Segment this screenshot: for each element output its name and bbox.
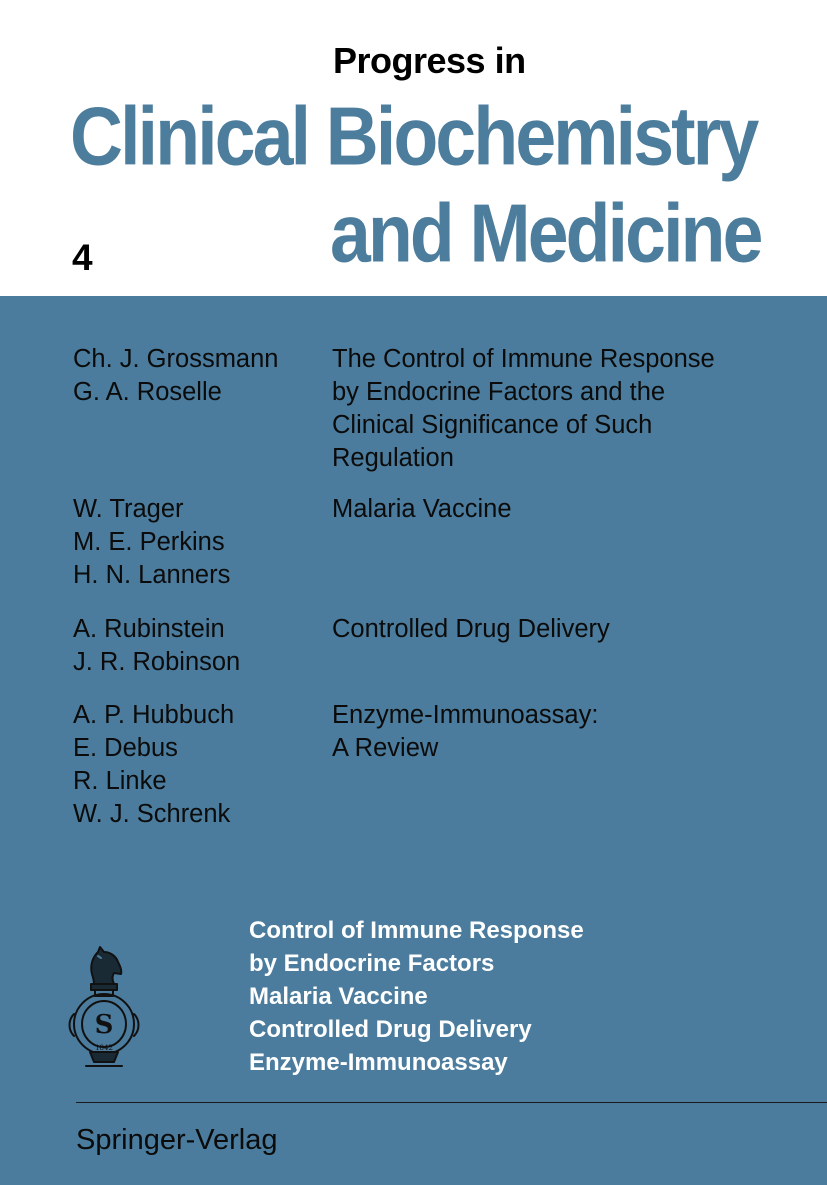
author: G. A. Roselle: [73, 378, 222, 406]
author: A. Rubinstein: [73, 615, 225, 643]
cover-panel: [0, 296, 827, 1185]
springer-knight-logo: [64, 944, 144, 1072]
publisher-name: Springer-Verlag: [76, 1124, 278, 1156]
entry-authors: [73, 343, 323, 409]
summary-line: Controlled Drug Delivery: [249, 1016, 532, 1043]
series-title-line-1: Clinical Biochemistry: [70, 89, 757, 183]
series-prefix: Progress in: [333, 40, 526, 81]
entry-title-line: Malaria Vaccine: [332, 495, 512, 523]
author: M. E. Perkins: [73, 528, 225, 556]
cover-header: [0, 0, 827, 296]
summary-line: by Endocrine Factors: [249, 950, 495, 977]
entry-title-line: Regulation: [332, 444, 454, 472]
author: W. Trager: [73, 495, 184, 523]
summary-line: Enzyme-Immunoassay: [249, 1049, 508, 1076]
entry-title: [332, 613, 772, 646]
entry-title-line: A Review: [332, 734, 439, 762]
entry-title-line: Controlled Drug Delivery: [332, 615, 610, 643]
author: J. R. Robinson: [73, 648, 241, 676]
entry-authors: [73, 699, 323, 831]
entry-title: [332, 343, 772, 475]
volume-number: 4: [72, 237, 93, 278]
summary-line: Malaria Vaccine: [249, 983, 428, 1010]
entry-authors: [73, 613, 323, 679]
author: A. P. Hubbuch: [73, 701, 235, 729]
summary-line: Control of Immune Response: [249, 917, 584, 944]
divider-rule: [76, 1102, 827, 1103]
series-title-line-2: and Medicine: [330, 186, 761, 280]
svg-text:1842: 1842: [95, 1044, 113, 1052]
author: E. Debus: [73, 734, 178, 762]
entry-title-line: Enzyme-Immunoassay:: [332, 701, 599, 729]
entry-title-line: Clinical Significance of Such: [332, 411, 653, 439]
author: H. N. Lanners: [73, 561, 231, 589]
entry-title: [332, 493, 772, 526]
entry-authors: [73, 493, 323, 592]
svg-text:S: S: [94, 1010, 114, 1040]
author: Ch. J. Grossmann: [73, 345, 279, 373]
author: W. J. Schrenk: [73, 800, 231, 828]
entry-title: [332, 699, 772, 765]
contents-summary: [249, 914, 769, 1079]
entry-title-line: by Endocrine Factors and the: [332, 378, 666, 406]
author: R. Linke: [73, 767, 167, 795]
entry-title-line: The Control of Immune Response: [332, 345, 715, 373]
